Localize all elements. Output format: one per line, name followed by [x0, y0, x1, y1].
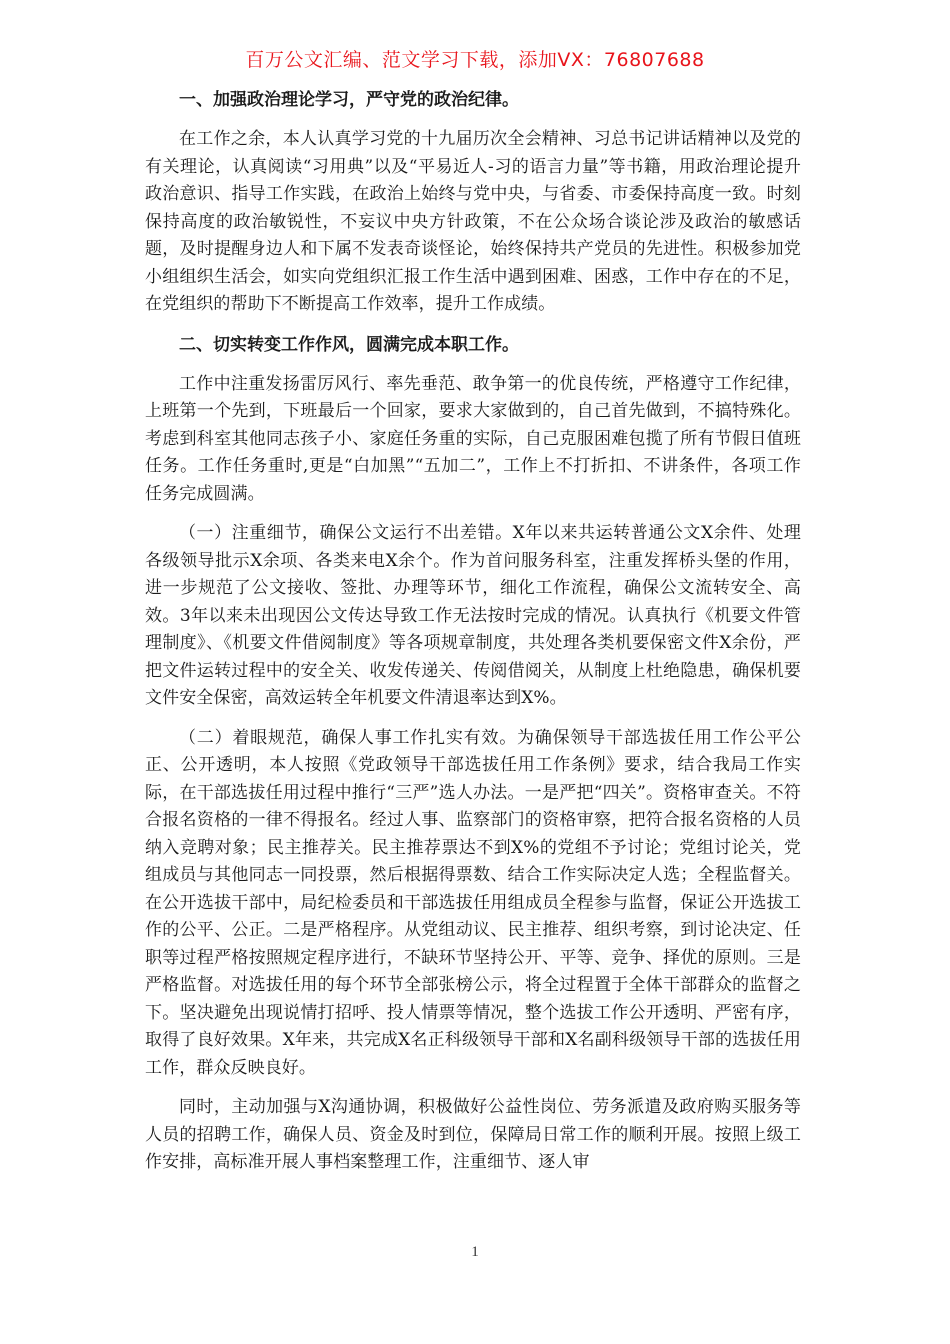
section-heading-1: 一、加强政治理论学习，严守党的政治纪律。 — [179, 90, 519, 110]
paragraph-4: （二）着眼规范，确保人事工作扎实有效。为确保领导干部选拔任用工作公平公正、公开透明，本人按照《党政领导干部选拔任用工作条例》要求，结合我局工作实际，在干部选拔任用过程中推行“三严”选人办法。一是严把“四关”。资格审查关。不符合报名资格的一律不得报名。经过人事、监察部门的资格审察，把符合报名资格的人员纳入竞聘对象；民主推荐关。民主推荐票达不到X%的党组不予讨论；党组讨论关，党组成员与其他同志一同投票，然后根据得票数、结合工作实际决定人选；全程监督关。在公开选拔干部中，局纪检委员和干部选拔任用组成员全程参与监督，保证公开选拔工作的公平、公正。二是严格程序。从党组动议、民主推荐、组织考察，到讨论决定、任职等过程严格按照规定程序进行，不缺环节坚持公开、平等、竞争、择优的原则。三是严格监督。对选拔任用的每个环节全部张榜公示，将全过程置于全体干部群众的监督之下。坚决避免出现说情打招呼、投人情票等情况，整个选拔工作公开透明、严密有序，取得了良好效果。X年来，共完成X名正科级领导干部和X名副科级领导干部的选拔任用工作，群众反映良好。 — [145, 727, 801, 1078]
paragraph-1: 在工作之余，本人认真学习党的十九届历次全会精神、习总书记讲话精神以及党的有关理论，认真阅读“习用典”以及“平易近人-习的语言力量”等书籍，用政治理论提升政治意识、指导工作实践，在政治上始终与党中央，与省委、市委保持高度一致。时刻保持高度的政治敏锐性，不妄议中央方针政策，不在公众场合谈论涉及政治的敏感话题，及时提醒身边人和下属不发表奇谈怪论，始终保持共产党员的先进性。积极参加党小组组织生活会，如实向党组织汇报工作生活中遇到困难、困惑，工作中存在的不足，在党组织的帮助下不断提高工作效率，提升工作成绩。 — [145, 129, 801, 314]
paragraph-5: 同时，主动加强与X沟通协调，积极做好公益性岗位、劳务派遣及政府购买服务等人员的招聘工作，确保人员、资金及时到位，保障局日常工作的顺利开展。按照上级工作安排，高标准开展人事档案整理工作，注重细节、逐人审 — [145, 1097, 801, 1172]
paragraph-2: 工作中注重发扬雷厉风行、率先垂范、敢争第一的优良传统，严格遵守工作纪律，上班第一个先到，下班最后一个回家，要求大家做到的，自己首先做到，不搞特殊化。考虑到科室其他同志孩子小、家庭任务重的实际，自己克服困难包揽了所有节假日值班任务。工作任务重时,更是“白加黑”“五加二”，工作上不打折扣、不讲条件，各项工作任务完成圆满。 — [145, 373, 801, 504]
watermark-banner: 百万公文汇编、范文学习下载，添加VX：76807688 — [245, 49, 705, 71]
paragraph-3: （一）注重细节，确保公文运行不出差错。X年以来共运转普通公文X余件、处理各级领导批示X余项、各类来电X余个。作为首问服务科室，注重发挥桥头堡的作用，进一步规范了公文接收、签批、办理等环节，细化工作流程，确保公文流转安全、高效。3年以来未出现因公文传达导致工作无法按时完成的情况。认真执行《机要文件管理制度》、《机要文件借阅制度》等各项规章制度，共处理各类机要保密文件X余份，严把文件运转过程中的安全关、收发传递关、传阅借阅关，从制度上杜绝隐患，确保机要文件安全保密，高效运转全年机要文件清退率达到X%。 — [145, 523, 801, 708]
section-heading-2: 二、切实转变工作作风，圆满完成本职工作。 — [179, 334, 519, 355]
document-body — [145, 86, 801, 1189]
page-number: 1 — [471, 1244, 479, 1260]
